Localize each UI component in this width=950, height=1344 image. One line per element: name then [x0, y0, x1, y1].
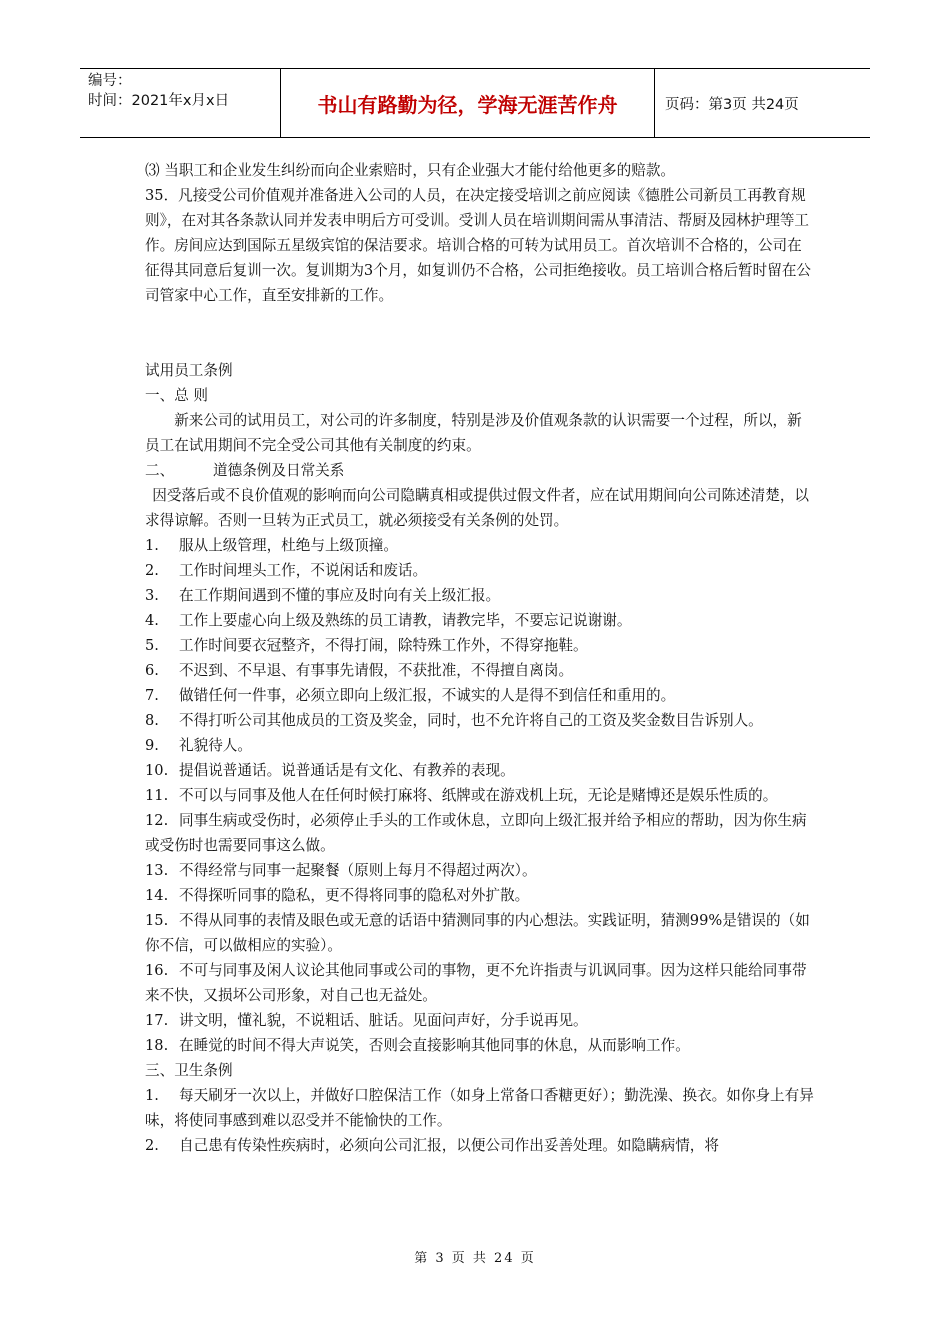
list-item-text: 礼貌待人。: [179, 737, 252, 754]
list-item: [145, 633, 815, 658]
list-item-number: 1.: [145, 1087, 159, 1104]
list-item-text: 讲文明，懂礼貌，不说粗话、脏话。见面问声好，分手说再见。: [179, 1012, 588, 1029]
list-item-number: 14.: [145, 887, 169, 904]
list-item: [145, 533, 815, 558]
list-item-text: 提倡说普通话。说普通话是有文化、有教养的表现。: [179, 762, 515, 779]
list-item: [145, 558, 815, 583]
list-item: [145, 758, 815, 783]
paragraph-item-3: ⑶ 当职工和企业发生纠纷而向企业索赔时，只有企业强大才能付给他更多的赔款。: [145, 162, 676, 179]
list-item-text: 不得从同事的表情及眼色或无意的话语中猜测同事的内心想法。实践证明，猜测99%是错误的（如你不信，可以做相应的实验）。: [145, 912, 810, 954]
list-item-text: 不可与同事及闲人议论其他同事或公司的事物，更不允许指责与讥讽同事。因为这样只能给同事带来不快，又损坏公司形象，对自己也无益处。: [145, 962, 807, 1004]
list-item-number: 16.: [145, 962, 169, 979]
section-2-intro: 因受落后或不良价值观的影响而向公司隐瞒真相或提供过假文件者，应在试用期间向公司陈述清楚，以求得谅解。否则一旦转为正式员工，就必须接受有关条例的处罚。: [145, 487, 810, 529]
section-3-title: 三、卫生条例: [145, 1062, 233, 1079]
list-item: [145, 733, 815, 758]
header-page-info: 页码：第3页 共24页: [665, 96, 799, 113]
list-item-text: 在工作期间遇到不懂的事应及时向有关上级汇报。: [179, 587, 501, 604]
list-item-number: 5.: [145, 637, 159, 654]
list-item-text: 不迟到、不早退、有事事先请假，不获批准，不得擅自离岗。: [179, 662, 574, 679]
section-3-list: [145, 1083, 815, 1158]
list-item: [145, 808, 815, 858]
list-item-number: 8.: [145, 712, 159, 729]
list-item: [145, 583, 815, 608]
list-item-number: 15.: [145, 912, 169, 929]
list-item: [145, 683, 815, 708]
list-item: [145, 708, 815, 733]
list-item-text: 同事生病或受伤时，必须停止手头的工作或休息，立即向上级汇报并给予相应的帮助，因为你生病或受伤时也需要同事这么做。: [145, 812, 807, 854]
list-item-number: 2.: [145, 1137, 159, 1154]
spacer: [145, 308, 815, 358]
list-item-number: 7.: [145, 687, 159, 704]
page-header: [80, 68, 870, 138]
list-item-number: 18.: [145, 1037, 169, 1054]
page-footer: 第 3 页 共 24 页: [414, 1251, 536, 1266]
section-main-title: 试用员工条例: [145, 362, 233, 379]
list-item-text: 不可以与同事及他人在任何时候打麻将、纸牌或在游戏机上玩，无论是赌博还是娱乐性质的。: [179, 787, 778, 804]
list-item: [145, 958, 815, 1008]
list-item-text: 不得经常与同事一起聚餐（原则上每月不得超过两次）。: [179, 862, 537, 879]
header-meta: [80, 69, 281, 137]
header-code-label: 编号：: [88, 73, 132, 89]
list-item-text: 不得打听公司其他成员的工资及奖金，同时，也不允许将自己的工资及奖金数目告诉别人。: [179, 712, 763, 729]
section-1-title: 一、总 则: [145, 387, 209, 404]
list-item: [145, 908, 815, 958]
list-item-text: 自己患有传染性疾病时，必须向公司汇报，以便公司作出妥善处理。如隐瞒病情，将: [179, 1137, 719, 1154]
list-item-number: 17.: [145, 1012, 169, 1029]
document-body: [145, 158, 815, 1158]
list-item-text: 不得探听同事的隐私，更不得将同事的隐私对外扩散。: [179, 887, 530, 904]
list-item-number: 11.: [145, 787, 169, 804]
list-item: [145, 1008, 815, 1033]
section-2-title: 道德条例及日常关系: [213, 462, 345, 479]
list-item-number: 3.: [145, 587, 159, 604]
list-item-text: 工作时间埋头工作，不说闲话和废话。: [179, 562, 428, 579]
list-item-text: 每天刷牙一次以上，并做好口腔保洁工作（如身上常备口香糖更好）；勤洗澡、换衣。如你身上有异味，将使同事感到难以忍受并不能愉快的工作。: [145, 1087, 814, 1129]
section-2-list: [145, 533, 815, 1058]
list-item-number: 2.: [145, 562, 159, 579]
section-2-number: 二、: [145, 462, 175, 479]
list-item: [145, 883, 815, 908]
header-motto: 书山有路勤为径，学海无涯苦作舟: [281, 69, 655, 137]
section-2-heading: [145, 458, 815, 483]
header-date-label: 时间：2021年x月x日: [88, 93, 230, 109]
list-item-number: 13.: [145, 862, 169, 879]
list-item-number: 6.: [145, 662, 159, 679]
paragraph-35: 35．凡接受公司价值观并准备进入公司的人员，在决定接受培训之前应阅读《德胜公司新员工再教育规则》，在对其各条款认同并发表申明后方可受训。受训人员在培训期间需从事清洁、帮厨及园林护理等工作。房间应达到国际五星级宾馆的保洁要求。培训合格的可转为试用员工。首次培训不合格的，公司在征得其同意后复训一次。复训期为3个月，如复训仍不合格，公司拒绝接收。员工培训合格后暂时留在公司管家中心工作，直至安排新的工作。: [145, 187, 812, 304]
list-item-number: 9.: [145, 737, 159, 754]
list-item-text: 工作时间要衣冠整齐，不得打闹，除特殊工作外，不得穿拖鞋。: [179, 637, 588, 654]
list-item-text: 在睡觉的时间不得大声说笑，否则会直接影响其他同事的休息，从而影响工作。: [179, 1037, 690, 1054]
list-item: [145, 1133, 815, 1158]
list-item: [145, 658, 815, 683]
list-item: [145, 858, 815, 883]
list-item-number: 1.: [145, 537, 159, 554]
list-item-text: 做错任何一件事，必须立即向上级汇报，不诚实的人是得不到信任和重用的。: [179, 687, 676, 704]
list-item: [145, 1033, 815, 1058]
list-item-text: 服从上级管理，杜绝与上级顶撞。: [179, 537, 398, 554]
section-1-body: 新来公司的试用员工，对公司的许多制度，特别是涉及价值观条款的认识需要一个过程，所以，新员工在试用期间不完全受公司其他有关制度的约束。: [145, 412, 802, 454]
list-item: [145, 608, 815, 633]
list-item-number: 12.: [145, 812, 169, 829]
list-item-number: 4.: [145, 612, 159, 629]
list-item: [145, 783, 815, 808]
list-item-text: 工作上要虚心向上级及熟练的员工请教，请教完毕，不要忘记说谢谢。: [179, 612, 632, 629]
list-item: [145, 1083, 815, 1133]
list-item-number: 10.: [145, 762, 169, 779]
